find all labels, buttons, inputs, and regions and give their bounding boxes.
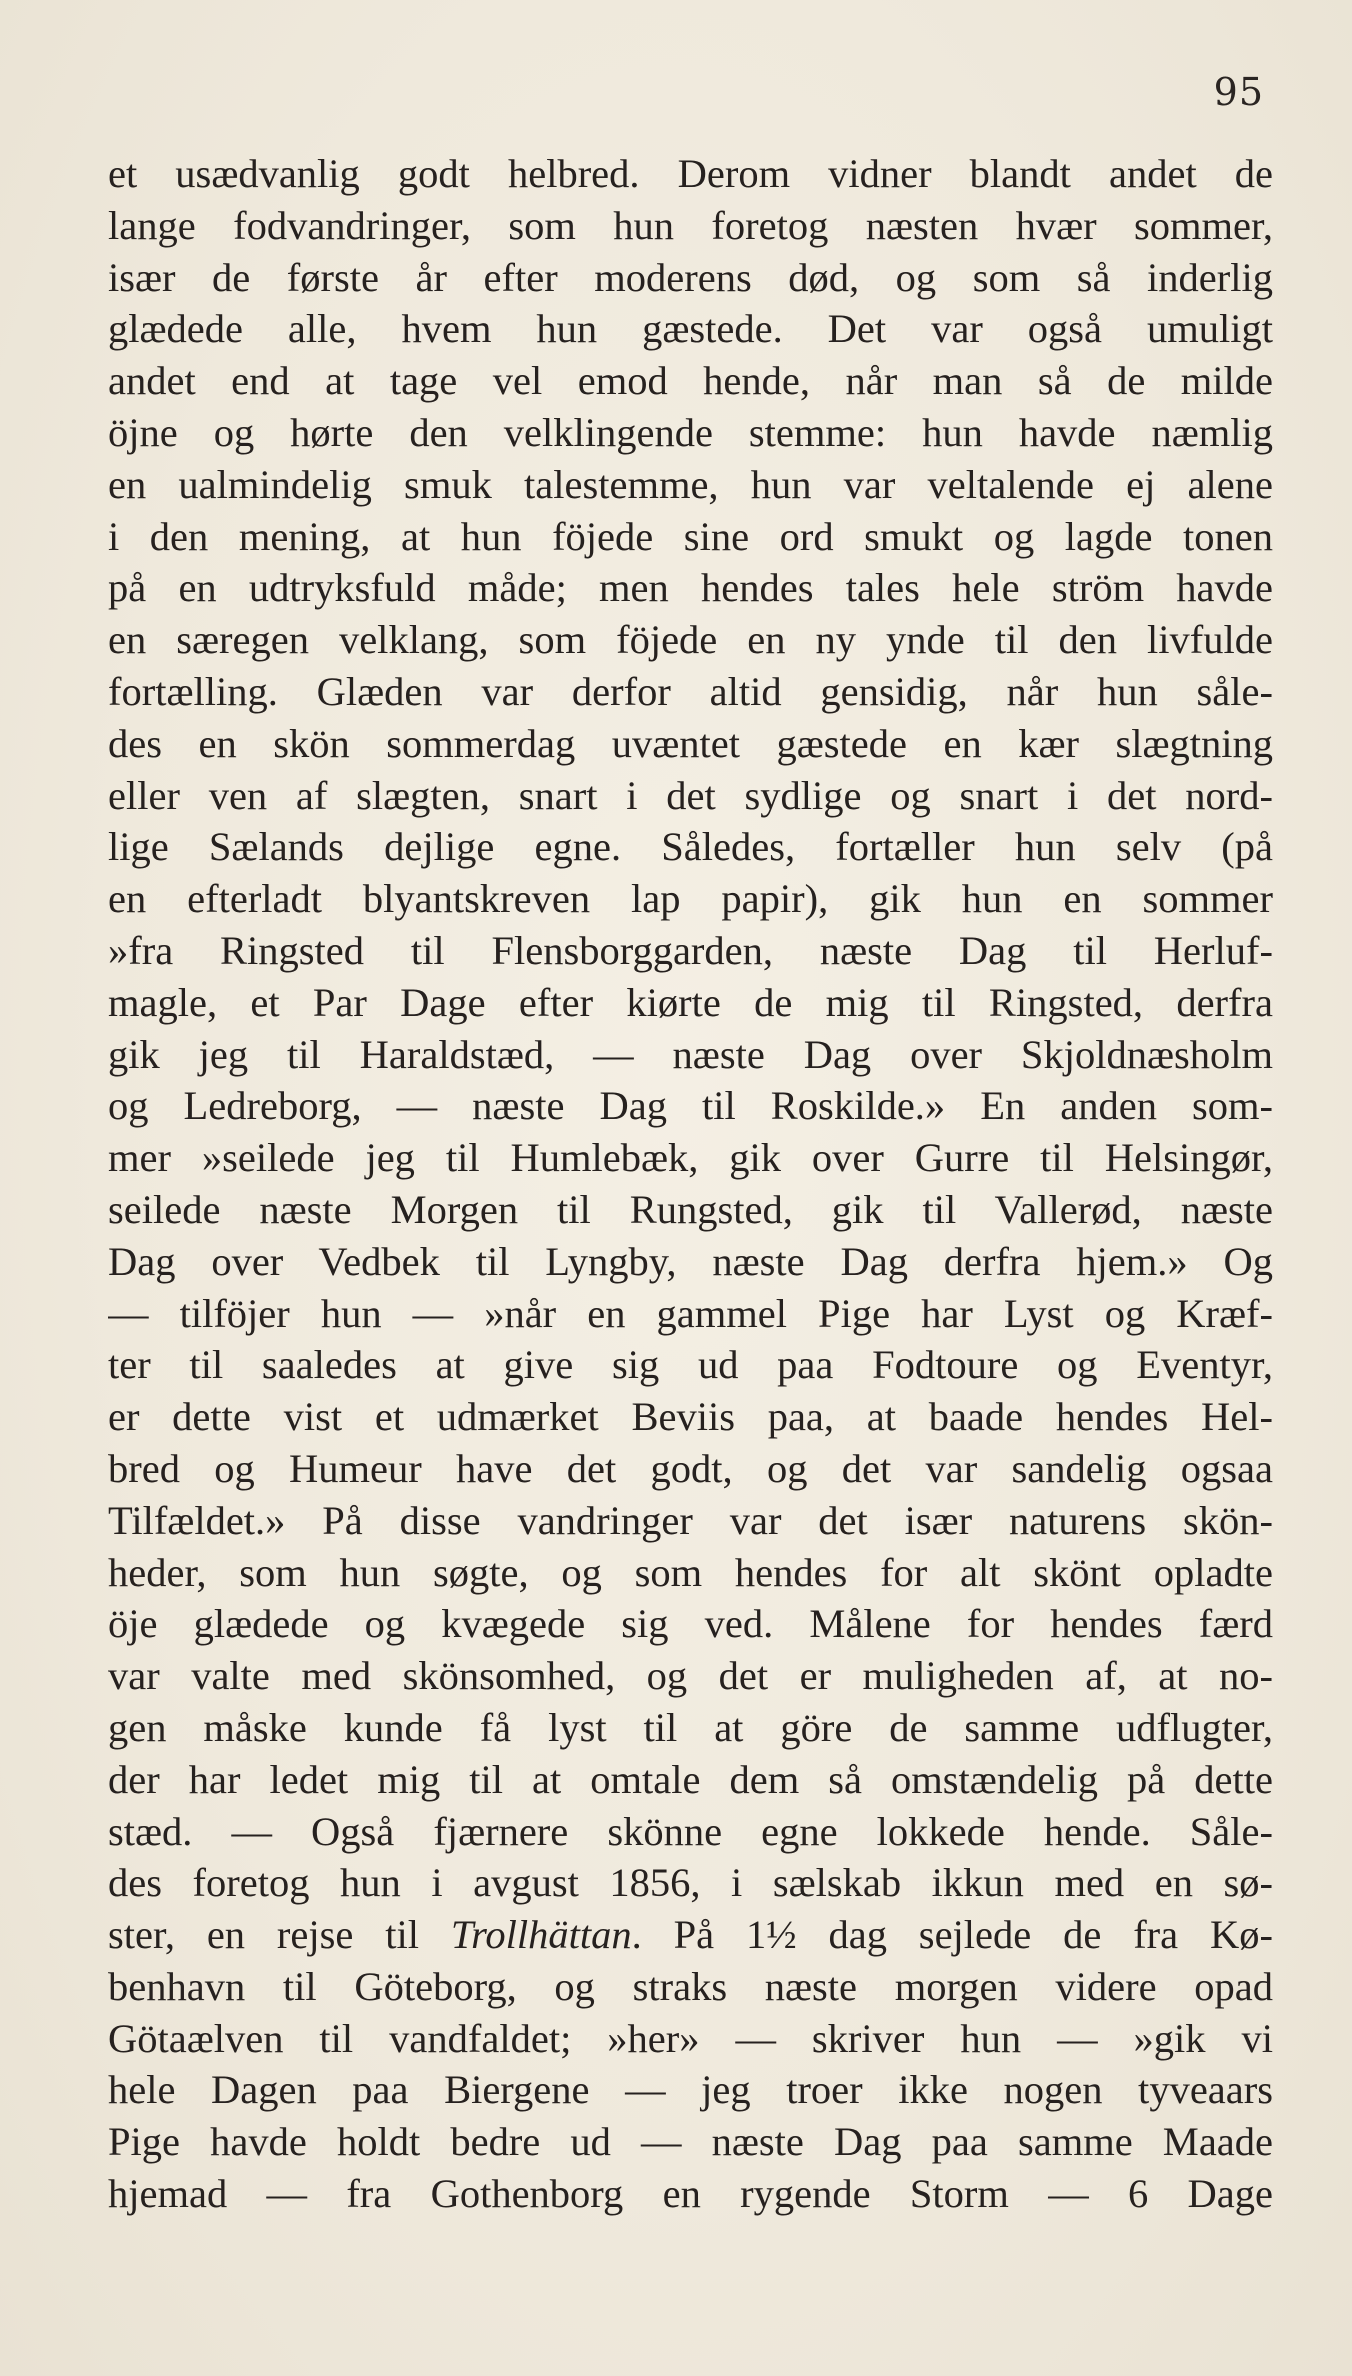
page-number: 95 bbox=[1213, 70, 1264, 114]
text-line: Tilfældet.» På disse vandringer var det især naturens skön- bbox=[108, 1497, 1273, 1543]
text-line: Götaælven til vandfaldet; »her» — skriver hun — »gik vi bbox=[108, 2015, 1273, 2061]
text-line: Dag over Vedbek til Lyngby, næste Dag derfra hjem.» Og bbox=[108, 1238, 1273, 1284]
text-line: på en udtryksfuld måde; men hendes tales hele ström havde bbox=[108, 565, 1273, 611]
text-line: benhavn til Göteborg, og straks næste morgen videre opad bbox=[108, 1963, 1273, 2009]
text-line: i den mening, at hun föjede sine ord smukt og lagde tonen bbox=[108, 513, 1273, 559]
text-line: des foretog hun i avgust 1856, i sælskab ikkun med en sø- bbox=[108, 1860, 1273, 1906]
text-line: — tilföjer hun — »når en gammel Pige har Lyst og Kræf- bbox=[108, 1290, 1273, 1336]
text-line: gen måske kunde få lyst til at göre de samme udflugter, bbox=[108, 1704, 1273, 1750]
text-line: mer »seilede jeg til Humlebæk, gik over Gurre til Helsingør, bbox=[108, 1135, 1273, 1181]
body-text bbox=[108, 148, 1273, 2220]
text-line: ter til saaledes at give sig ud paa Fodtoure og Eventyr, bbox=[108, 1342, 1273, 1388]
text-line: et usædvanlig godt helbred. Derom vidner blandt andet de bbox=[108, 151, 1273, 196]
text-line: heder, som hun søgte, og som hendes for alt skönt opladte bbox=[108, 1549, 1273, 1595]
text-line: ster, en rejse til Trollhättan. På 1½ dag sejlede de fra Kø- bbox=[108, 1912, 1273, 1958]
text-line: »fra Ringsted til Flensborggarden, næste Dag til Herluf- bbox=[108, 927, 1273, 973]
text-line: des en skön sommerdag uvæntet gæstede en kær slægtning bbox=[108, 720, 1273, 766]
text-line: eller ven af slægten, snart i det sydlige og snart i det nord- bbox=[108, 772, 1273, 818]
text-line: fortælling. Glæden var derfor altid gensidig, når hun såle- bbox=[108, 668, 1273, 714]
text-line: er dette vist et udmærket Beviis paa, at baade hendes Hel- bbox=[108, 1394, 1273, 1440]
text-line: bred og Humeur have det godt, og det var sandelig ogsaa bbox=[108, 1445, 1273, 1491]
text-line: seilede næste Morgen til Rungsted, gik til Vallerød, næste bbox=[108, 1186, 1273, 1232]
text-line: Pige havde holdt bedre ud — næste Dag paa samme Maade bbox=[108, 2119, 1273, 2165]
text-line: gik jeg til Haraldstæd, — næste Dag over Skjoldnæsholm bbox=[108, 1031, 1273, 1077]
text-line: andet end at tage vel emod hende, når man så de milde bbox=[108, 358, 1273, 404]
text-line: en ualmindelig smuk talestemme, hun var veltalende ej alene bbox=[108, 461, 1273, 507]
text-line: en efterladt blyantskreven lap papir), gik hun en sommer bbox=[108, 876, 1273, 922]
text-line: lige Sælands dejlige egne. Således, fortæller hun selv (på bbox=[108, 824, 1273, 870]
italic-place-name: Trollhättan bbox=[450, 1912, 632, 1958]
text-line: var valte med skönsomhed, og det er muligheden af, at no- bbox=[108, 1653, 1273, 1699]
text-line: lange fodvandringer, som hun foretog næsten hvær sommer, bbox=[108, 202, 1273, 248]
text-line: hjemad — fra Gothenborg en rygende Storm — 6 Dage bbox=[108, 2171, 1273, 2217]
text-line: og Ledreborg, — næste Dag til Roskilde.» En anden som- bbox=[108, 1083, 1273, 1129]
text-line: öje glædede og kvægede sig ved. Målene for hendes færd bbox=[108, 1601, 1273, 1647]
text-line: hele Dagen paa Biergene — jeg troer ikke nogen tyveaars bbox=[108, 2067, 1273, 2113]
text-line: glædede alle, hvem hun gæstede. Det var også umuligt bbox=[108, 306, 1273, 352]
text-line: en særegen velklang, som föjede en ny ynde til den livfulde bbox=[108, 617, 1273, 663]
text-line: der har ledet mig til at omtale dem så omstændelig på dette bbox=[108, 1756, 1273, 1802]
text-line: magle, et Par Dage efter kiørte de mig til Ringsted, derfra bbox=[108, 979, 1273, 1025]
text-line: især de første år efter moderens død, og som så inderlig bbox=[108, 254, 1273, 300]
text-line: stæd. — Også fjærnere skönne egne lokkede hende. Såle- bbox=[108, 1808, 1273, 1854]
text-line: öjne og hørte den velklingende stemme: hun havde næmlig bbox=[108, 409, 1273, 455]
